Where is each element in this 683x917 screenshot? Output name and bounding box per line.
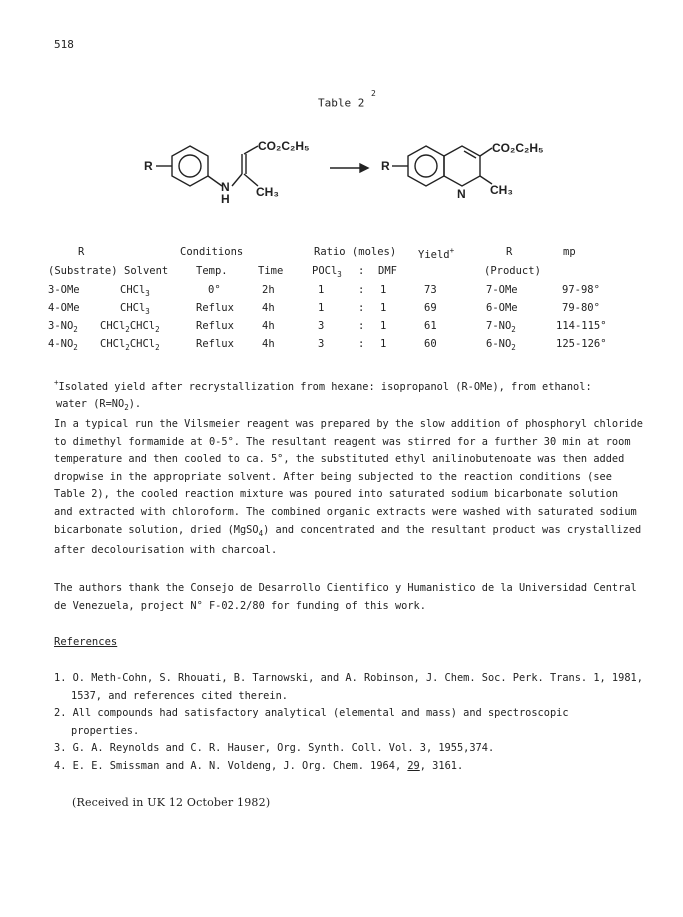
- header-temp: Temp.: [196, 265, 228, 277]
- header-yield: [418, 246, 454, 261]
- references-list: [54, 670, 643, 776]
- row-2-time: 4h: [262, 320, 275, 332]
- row-2-dmf: 1: [380, 320, 387, 332]
- para1-line-1: In a typical run the Vilsmeier reagent was prepared by the slow addition of phosphoryl chloride: [54, 418, 643, 430]
- row-1-pocl3: 1: [318, 302, 325, 314]
- row-3-r: [48, 338, 78, 352]
- row-2-solvent-text: CHCl: [100, 320, 126, 332]
- row-2-solvent: [100, 320, 160, 334]
- row-2-r: [48, 320, 78, 334]
- reactant-r-label: R: [144, 159, 153, 173]
- row-0-time: 2h: [262, 284, 275, 296]
- row-0-product-text: 7-OMe: [486, 284, 518, 296]
- footnote-line-2-post: ).: [128, 398, 142, 410]
- product-r-label: R: [381, 159, 390, 173]
- row-2-solvent-sub: 2: [125, 325, 130, 334]
- row-0-temp: 0°: [208, 284, 221, 296]
- product-n-label: N: [457, 187, 466, 201]
- row-0-colon: :: [358, 284, 365, 296]
- para1-line-3: temperature and then cooled to ca. 5°, the substituted ethyl anilinobutenoate was then added: [54, 453, 625, 466]
- header-ratio: Ratio (moles): [314, 246, 397, 258]
- para1-line-7-sub: 4: [258, 528, 264, 538]
- page-number: 518: [54, 38, 74, 51]
- row-1-solvent-sub: 3: [145, 307, 150, 316]
- ref-1-line-2: 1537, and references cited therein.: [71, 689, 288, 702]
- row-2-product-text: 7-NO: [486, 320, 512, 332]
- ref-4-volume: 29: [407, 759, 420, 772]
- ref-4-post: , 3161.: [419, 759, 464, 772]
- para1-line-5: Table 2), the cooled reaction mixture was poured into saturated sodium bicarbonate solution: [54, 488, 619, 501]
- table-footnote: [54, 374, 592, 416]
- footnote-line-2-sub: 2: [124, 403, 129, 412]
- para1-line-8: after decolourisation with charcoal.: [54, 544, 278, 557]
- row-3-r-text: 4-NO: [48, 338, 74, 350]
- data-table: [0, 0, 683, 370]
- row-2-colon: :: [358, 320, 365, 332]
- row-1-temp: Reflux: [196, 302, 234, 314]
- ref-2-line-2: properties.: [71, 724, 140, 737]
- para1-line-7-pre: bicarbonate solution, dried (MgSO: [54, 523, 259, 536]
- header-product: (Product): [484, 265, 541, 277]
- row-3-product-sub: 2: [511, 343, 516, 352]
- row-1-product-text: 6-OMe: [486, 302, 518, 314]
- ref-1-line-1: 1. O. Meth-Cohn, S. Rhouati, B. Tarnowski, and A. Robinson, J. Chem. Soc. Perk. Trans. 1, 1981,: [54, 672, 643, 684]
- experimental-paragraph: [54, 416, 644, 560]
- para1-line-7-post: ) and concentrated and the resultant product was crystallized: [263, 523, 642, 536]
- header-mp: mp: [563, 246, 576, 258]
- para1-line-4: dropwise in the appropriate solvent. After being subjected to the reaction conditions (see: [54, 470, 612, 483]
- para1-line-6: and extracted with chloroform. The combined organic extracts were washed with saturated sodium: [54, 505, 637, 518]
- row-0-mp: 97-98°: [562, 284, 600, 296]
- references-heading: References: [54, 636, 118, 648]
- ref-3: 3. G. A. Reynolds and C. R. Hauser, Org. Synth. Coll. Vol. 3, 1955,374.: [54, 742, 495, 755]
- ref-4-pre: 4. E. E. Smissman and A. N. Voldeng, J. Org. Chem. 1964,: [54, 759, 408, 772]
- row-0-solvent-sub: 3: [145, 289, 150, 298]
- reactant-h-label: H: [221, 192, 230, 206]
- row-1-solvent: [120, 302, 150, 316]
- row-2-solvent-tail: CHCl: [129, 320, 156, 332]
- row-2-temp: Reflux: [196, 320, 234, 332]
- row-1-r: [48, 302, 80, 316]
- row-0-solvent: [120, 284, 150, 298]
- ref-2-line-1: 2. All compounds had satisfactory analytical (elemental and mass) and spectroscopic: [54, 707, 569, 720]
- header-pocl3-sub: 3: [337, 270, 342, 279]
- header-pocl3: [312, 265, 342, 279]
- row-1-yield: 69: [424, 302, 437, 314]
- row-1-time: 4h: [262, 302, 275, 314]
- row-1-product: [486, 302, 518, 316]
- para1-line-7: [54, 522, 644, 543]
- reactant-ch3-label: CH₃: [256, 185, 279, 199]
- row-0-dmf: 1: [380, 284, 387, 296]
- header-yield-mark: +: [449, 246, 455, 255]
- table-title-text: Table 2: [318, 96, 365, 110]
- row-3-solvent-tail-sub: 2: [155, 343, 160, 352]
- header-dmf: DMF: [378, 265, 397, 277]
- para1-line-2: to dimethyl formamide at 0-5°. The resultant reagent was stirred for a further 30 min at room: [54, 435, 631, 448]
- row-0-product: [486, 284, 518, 298]
- received-date: (Received in UK 12 October 1982): [72, 796, 271, 809]
- row-3-yield: 60: [424, 338, 437, 350]
- para2-line-2: de Venezuela, project N° F-02.2/80 for funding of this work.: [54, 599, 426, 612]
- row-2-pocl3: 3: [318, 320, 325, 332]
- row-3-dmf: 1: [380, 338, 387, 350]
- ref-4: [54, 758, 643, 776]
- header-colon: :: [358, 265, 365, 277]
- row-3-temp: Reflux: [196, 338, 234, 350]
- row-2-r-text: 3-NO: [48, 320, 74, 332]
- header-pocl3-text: POCl: [312, 265, 338, 277]
- row-1-colon: :: [358, 302, 365, 314]
- reactant-ester-label: CO₂C₂H₅: [258, 139, 310, 153]
- row-3-solvent: [100, 338, 160, 352]
- table-title-ref: 2: [370, 89, 376, 98]
- para2-line-1: The authors thank the Consejo de Desarrollo Cientifico y Humanistico de la Universidad Central: [54, 582, 637, 594]
- row-3-product-text: 6-NO: [486, 338, 512, 350]
- row-0-yield: 73: [424, 284, 437, 296]
- row-1-solvent-text: CHCl: [120, 302, 146, 314]
- row-2-product: [486, 320, 516, 334]
- row-2-solvent-tail-sub: 2: [155, 325, 160, 334]
- reactant-n-label: N: [221, 180, 230, 194]
- row-3-colon: :: [358, 338, 365, 350]
- acknowledgement-paragraph: [54, 580, 644, 615]
- footnote-line-1-text: Isolated yield after recrystallization from hexane: isopropanol (R-OMe), from ethanol:: [58, 381, 592, 393]
- footnote-line-1: [54, 374, 592, 396]
- row-1-dmf: 1: [380, 302, 387, 314]
- footnote-line-2: [54, 396, 592, 416]
- footnote-mark: +: [54, 378, 59, 387]
- row-2-r-sub: 2: [73, 325, 78, 334]
- product-ch3-label: CH₃: [490, 183, 513, 197]
- row-0-solvent-text: CHCl: [120, 284, 146, 296]
- header-yield-text: Yield: [418, 249, 450, 261]
- row-2-product-sub: 2: [511, 325, 516, 334]
- row-3-solvent-tail: CHCl: [129, 338, 156, 350]
- row-1-mp: 79-80°: [562, 302, 600, 314]
- row-3-mp: 125-126°: [556, 338, 607, 350]
- row-2-mp: 114-115°: [556, 320, 607, 332]
- row-3-product: [486, 338, 516, 352]
- header-substrate: (Substrate): [48, 265, 118, 277]
- header-conditions: Conditions: [180, 246, 244, 258]
- row-3-solvent-text: CHCl: [100, 338, 126, 350]
- row-2-yield: 61: [424, 320, 437, 332]
- footnote-line-2-pre: water (R=NO: [56, 398, 125, 410]
- header-solvent: Solvent: [124, 265, 169, 277]
- row-3-solvent-sub: 2: [125, 343, 130, 352]
- row-3-pocl3: 3: [318, 338, 325, 350]
- header-time: Time: [258, 265, 284, 277]
- row-3-r-sub: 2: [73, 343, 78, 352]
- row-3-time: 4h: [262, 338, 275, 350]
- row-1-r-text: 4-OMe: [48, 302, 80, 314]
- row-0-r-text: 3-OMe: [48, 284, 80, 296]
- header-r: R: [78, 246, 85, 258]
- header-r-product: R: [506, 246, 513, 258]
- row-0-r: [48, 284, 80, 298]
- product-ester-label: CO₂C₂H₅: [492, 141, 544, 155]
- row-0-pocl3: 1: [318, 284, 325, 296]
